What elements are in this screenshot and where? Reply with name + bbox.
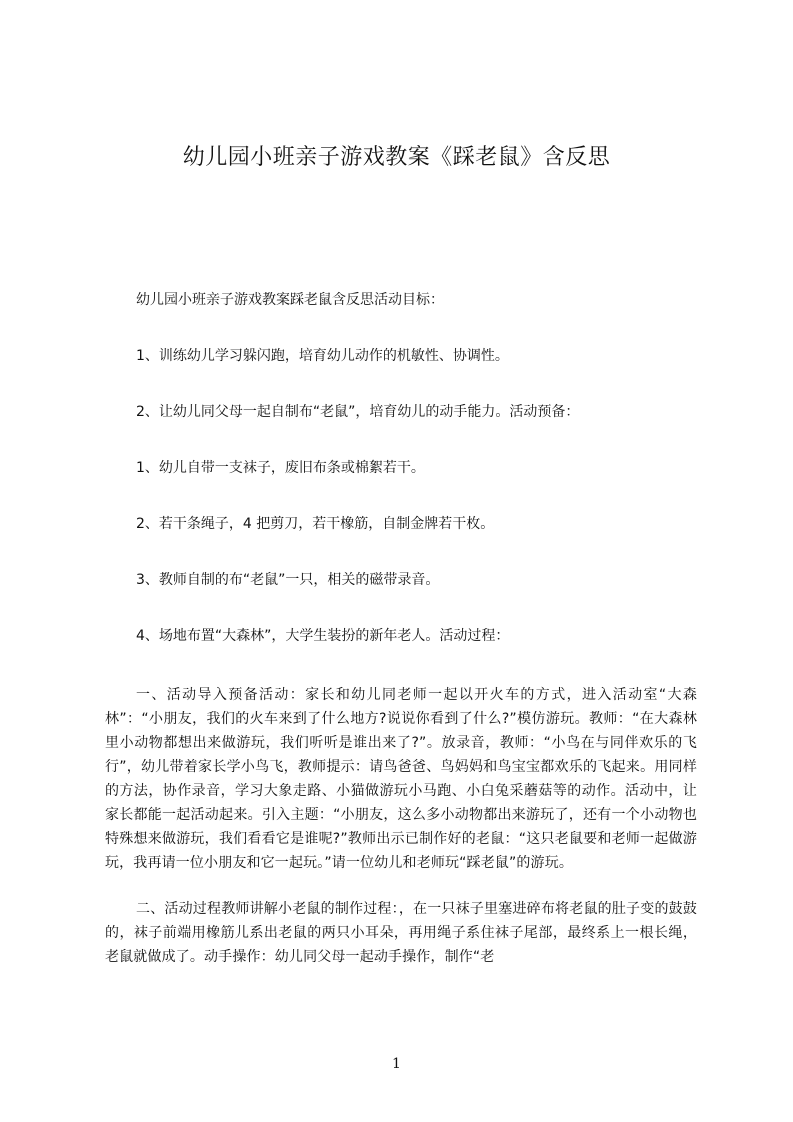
paragraph-prep-4: 4、场地布置“大森林”，大学生装扮的新年老人。活动过程： [136,628,510,644]
paragraph-prep-2: 2、若干条绳子，4 把剪刀，若干橡筋，自制金牌若干枚。 [136,516,495,532]
paragraph-objective-2: 2、让幼儿同父母一起自制布“老鼠”，培育幼儿的动手能力。活动预备： [136,404,580,420]
document-title: 幼儿园小班亲子游戏教案《踩老鼠》含反思 [182,145,611,170]
paragraph-prep-1: 1、幼儿自带一支袜子，废旧布条或棉絮若干。 [136,460,425,476]
page-number: 1 [392,1056,401,1072]
paragraph-process-2: 二、活动过程教师讲解小老鼠的制作过程：，在一只袜子里塞进碎布将老鼠的肚子变的鼓鼓的，袜子前端用橡筋儿系出老鼠的两只小耳朵，再用绳子系住袜子尾部，最终系上一根长绳，老鼠就做成了。动手操作：幼儿同父母一起动手操作，制作“老 [105,901,697,965]
paragraph-process-1: 一、活动导入预备活动：家长和幼儿同老师一起以开火车的方式，进入活动室“大森林”：“小朋友，我们的火车来到了什么地方?说说你看到了什么?”模仿游玩。教师：“在大森林里小动物都想出来做游玩，我们听听是谁出来了?”。放录音，教师：“小鸟在与同伴欢乐的飞行”，幼儿带着家长学小鸟飞，教师提示：请鸟爸爸、鸟妈妈和鸟宝宝都欢乐的飞起来。用同样的方法，协作录音，学习大象走路、小猫做游玩小马跑、小白兔采蘑菇等的动作。活动中，让家长都能一起活动起来。引入主题：“小朋友，这么多小动物都出来游玩了，还有一个小动物也特殊想来做游玩，我们看看它是谁呢?”教师出示已制作好的老鼠：“这只老鼠要和老师一起做游玩，我再请一位小朋友和它一起玩。”请一位幼儿和老师玩“踩老鼠”的游玩。 [105,687,697,871]
paragraph-objectives-heading: 幼儿园小班亲子游戏教案踩老鼠含反思活动目标： [136,292,444,308]
document-body [105,291,697,991]
paragraph-prep-3: 3、教师自制的布“老鼠”一只，相关的磁带录音。 [136,572,440,588]
paragraph-objective-1: 1、训练幼儿学习躲闪跑，培育幼儿动作的机敏性、协调性。 [136,348,509,364]
